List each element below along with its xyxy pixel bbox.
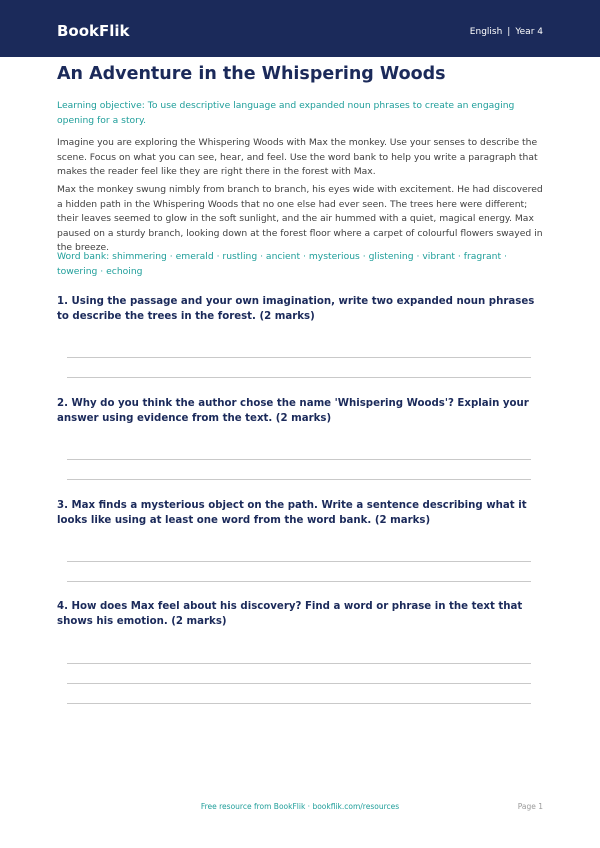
learning-objective: Learning objective: To use descriptive language and expanded noun phrases to create an engaging opening for a story. <box>57 100 515 126</box>
question-4: 4. How does Max feel about his discovery? Find a word or phrase in the text that shows his emotion. (2 marks) <box>57 601 523 627</box>
year-label: Year 4 <box>515 27 543 37</box>
answer-line[interactable] <box>67 683 531 684</box>
question-2: 2. Why do you think the author chose the name 'Whispering Woods'? Explain your answer using evidence from the text. (2 marks) <box>57 398 529 424</box>
answer-line[interactable] <box>67 479 531 480</box>
answer-line[interactable] <box>67 663 531 664</box>
subject-label: English <box>469 27 503 37</box>
answer-line[interactable] <box>67 377 531 378</box>
header-separator: | <box>507 27 511 37</box>
intro-paragraph: Imagine you are exploring the Whispering Woods with Max the monkey. Use your senses to describe the scene. Focus on what you can see, hear, and feel. Use the word bank to help you write a paragraph that makes the reader feel like they are right there in the forest with Max. <box>57 137 538 177</box>
brand-logo-text[interactable]: BookFlik <box>57 22 130 40</box>
question-1: 1. Using the passage and your own imagination, write two expanded noun phrases to describe the trees in the forest. (2 marks) <box>57 296 535 322</box>
answer-line[interactable] <box>67 581 531 582</box>
answer-line[interactable] <box>67 703 531 704</box>
page-number: Page 1 <box>517 802 543 811</box>
page-title: An Adventure in the Whispering Woods <box>57 64 446 84</box>
word-bank: Word bank: shimmering · emerald · rustling · ancient · mysterious · glistening · vibrant · fragrant · towering · echoing <box>57 251 507 277</box>
footer-resource-link[interactable]: Free resource from BookFlik · bookflik.com/resources <box>200 802 400 811</box>
answer-line[interactable] <box>67 357 531 358</box>
story-passage: Max the monkey swung nimbly from branch to branch, his eyes wide with excitement. He had discovered a hidden path in the Whispering Woods that no one else had ever seen. The trees here were different; their leaves seemed to glow in the soft sunlight, and the air hummed with a quiet, magical energy. Max paused on a sturdy branch, looking down at the forest floor where a carpet of colourful flowers swayed in the breeze. <box>57 184 543 253</box>
answer-line[interactable] <box>67 459 531 460</box>
answer-line[interactable] <box>67 561 531 562</box>
question-3: 3. Max finds a mysterious object on the path. Write a sentence describing what it looks like using at least one word from the word bank. (2 marks) <box>57 500 527 526</box>
subject-year-label <box>470 27 543 37</box>
header-bar <box>0 0 600 57</box>
